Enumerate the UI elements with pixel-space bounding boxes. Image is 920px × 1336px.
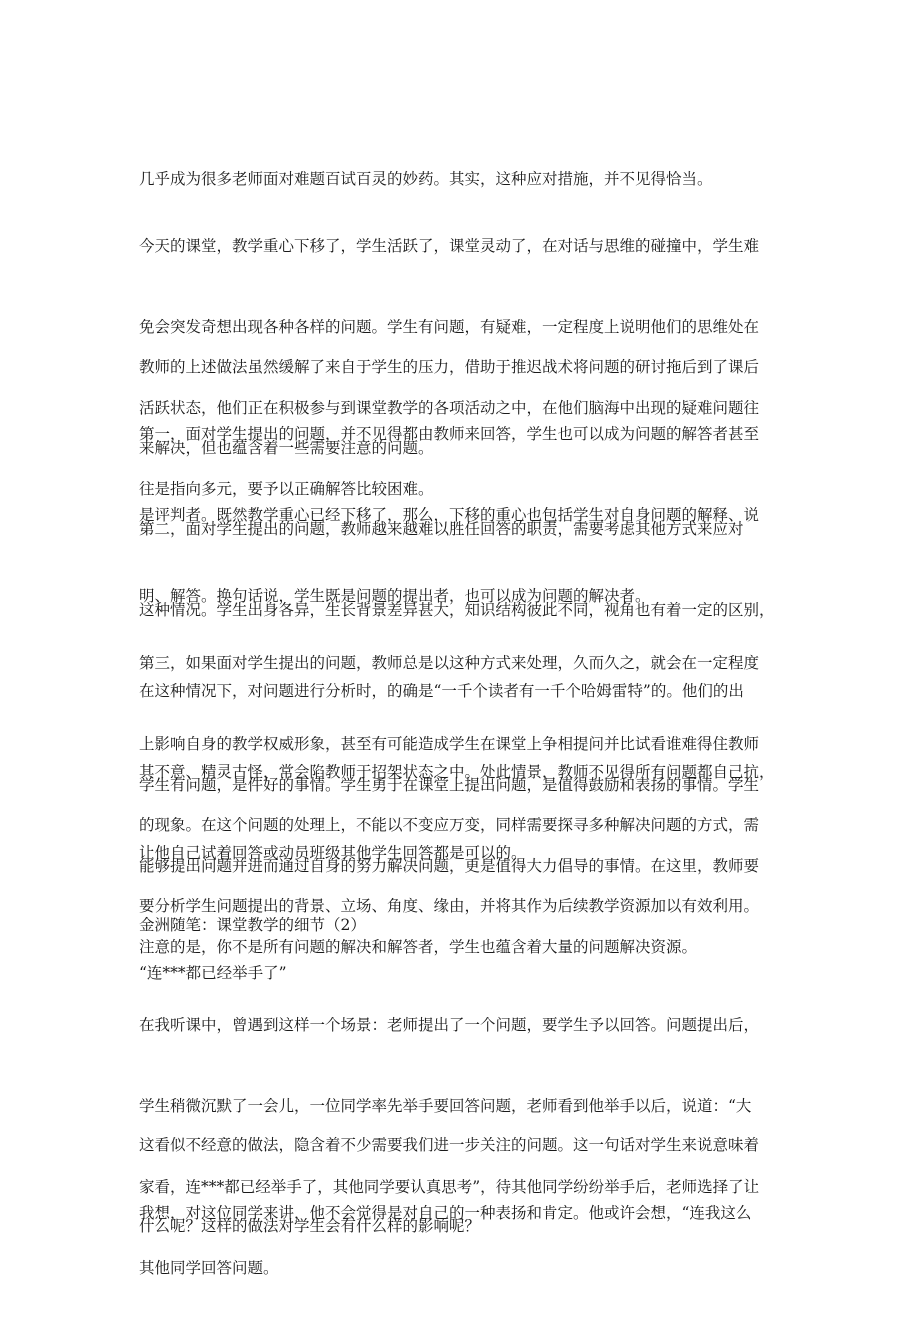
text-line: 几乎成为很多老师面对难题百试百灵的妙药。其实，这种应对措施，并不见得恰当。 [139,170,713,188]
text-line: 在这种情况下，对问题进行分析时，的确是“一千个读者有一千个哈姆雷特”的。他们的出 [139,682,744,700]
text-line: 其不意、精灵古怪，常会陷教师于招架状态之中。处此情景，教师不见得所有问题都自己抗， [139,763,775,781]
paragraph-10 [139,1146,789,1281]
text-line: 其他同学回答问题。 [139,1259,279,1277]
text-line: 这种情况。学生出身各异，生长背景差异甚大，知识结构彼此不同，视角也有着一定的区别， [139,601,775,619]
text-line: 今天的课堂，教学重心下移了，学生活跃了，课堂灵动了，在对话与思维的碰撞中，学生难 [139,237,760,255]
text-line: 让他自己试着回答或动员班级其他学生回答都是可以的。 [139,844,527,862]
text-line: 这看似不经意的做法，隐含着不少需要我们进一步关注的问题。这一句话对学生来说意味着 [139,1136,760,1154]
text-line: 来解决，但也蕴含着一些需要注意的问题。 [139,439,434,457]
text-line: 往是指向多元，要予以正确解答比较困难。 [139,480,434,498]
text-line: 的现象。在这个问题的处理上，不能以不变应万变，同样需要探寻多种解决问题的方式，需 [139,816,760,834]
text-line: 第一，面对学生提出的问题，并不见得都由教师来回答，学生也可以成为问题的解答者甚至 [139,425,760,443]
text-line: 是评判者。既然教学重心已经下移了，那么，下移的重心也包括学生对自身问题的解释、说 [139,506,760,524]
text-line: 家看，连***都已经举手了，其他同学要认真思考”，待其他同学纷纷举手后，老师选择了让 [139,1178,760,1196]
text-line: 注意的是，你不是所有问题的解决和解答者，学生也蕴含着大量的问题解决资源。 [139,938,698,956]
text-line: 第二，面对学生提出的问题，教师越来越难以胜任回答的职责，需要考虑其他方式来应对 [139,520,744,538]
text-line: 教师的上述做法虽然缓解了来自于学生的压力，借助于推迟战术将问题的研讨拖后到了课后 [139,358,760,376]
text-line: 我想，对这位同学来讲，他不会觉得是对自己的一种表扬和肯定。他或许会想，“连我这么 [139,1204,752,1222]
text-line: 免会突发奇想出现各种各样的问题。学生有问题，有疑难，一定程度上说明他们的思维处在 [139,318,760,336]
text-line: 上影响自身的教学权威形象，甚至有可能造成学生在课堂上争相提问并比试看谁难得住教师 [139,735,760,753]
text-line: “连***都已经举手了” [139,964,287,982]
text-line: 要分析学生问题提出的背景、立场、角度、缘由，并将其作为后续教学资源加以有效利用。 [139,897,760,915]
text-line: 学生有问题，是件好的事情。学生勇于在课堂上提出问题，是值得鼓励和表扬的事情。学生 [139,776,760,794]
text-line: 能够提出问题并进而通过自身的努力解决问题，更是值得大力倡导的事情。在这里，教师要 [139,857,760,875]
text-line: 什么呢？这样的做法对学生会有什么样的影响呢？ [139,1217,481,1235]
text-line: 金洲随笔：课堂教学的细节（2） [139,916,366,934]
text-line: 第三，如果面对学生提出的问题，教师总是以这种方式来处理，久而久之，就会在一定程度 [139,654,760,672]
text-line: 明、解答。换句话说，学生既是问题的提出者，也可以成为问题的解决者。 [139,587,651,605]
text-line: 活跃状态，他们正在积极参与到课堂教学的各项活动之中，在他们脑海中出现的疑难问题往 [139,399,760,417]
text-line: 学生稍微沉默了一会儿，一位同学率先举手要回答问题，老师看到他举手以后，说道：“大 [139,1097,752,1115]
text-line: 在我听课中，曾遇到这样一个场景：老师提出了一个问题，要学生予以回答。问题提出后， [139,1016,760,1034]
